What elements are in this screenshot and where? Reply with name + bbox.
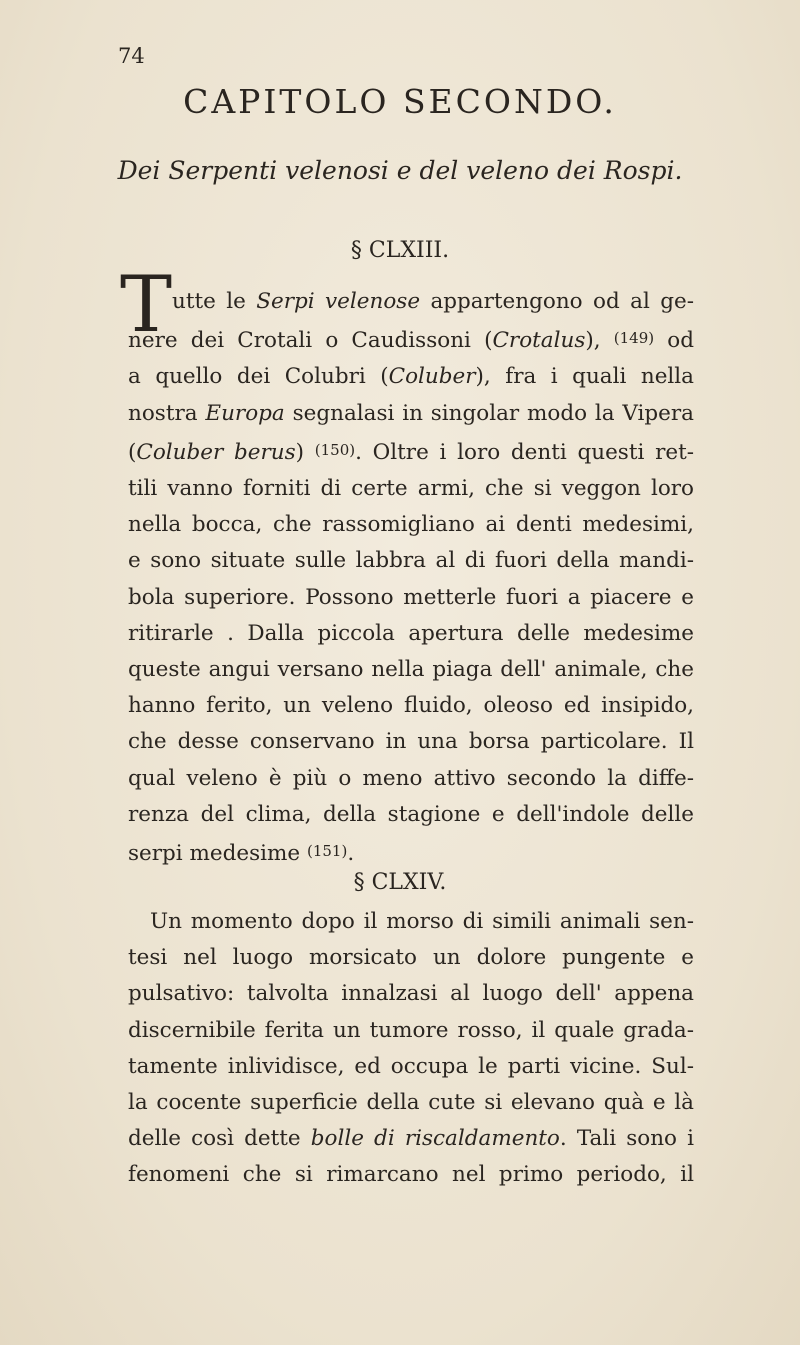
footnote-ref: (149) [613, 329, 655, 348]
footnote-ref: (150) [314, 440, 356, 459]
text-line: nella bocca, che rassomigliano ai denti medesimi, [128, 512, 694, 538]
text-line: che desse conservano in una borsa particolare. Il [128, 729, 694, 755]
text-line: hanno ferito, un veleno fluido, oleoso ed insipido, [128, 693, 694, 719]
text-line: bola superiore. Possono metterle fuori a piacere e [128, 584, 694, 610]
text-line: fenomeni che si rimarcano nel primo periodo, il [128, 1162, 694, 1188]
text-line: nostra Europa segnalasi in singolar modo la Vipera [128, 400, 694, 426]
text-line: (Coluber berus) (150). Oltre i loro denti questi ret- [128, 439, 694, 465]
text-line: serpi medesime (151). [128, 841, 355, 867]
text-line: e sono situate sulle labbra al di fuori della mandi- [128, 548, 694, 574]
text-line: Un momento dopo il morso di simili animali sen- [150, 909, 694, 934]
text-line: ritirarle . Dalla piccola apertura delle medesime [128, 620, 694, 646]
text-line: discernibile ferita un tumore rosso, il quale grada- [128, 1017, 694, 1043]
chapter-subtitle: Dei Serpenti velenosi e del veleno dei Rospi. [117, 156, 683, 185]
paragraph-1 [128, 284, 694, 872]
section-heading-clxiv: § CLXIV. [353, 870, 447, 895]
text-line: tamente inlividisce, ed occupa le parti vicine. Sul- [128, 1053, 694, 1079]
text-line: qual veleno è più o meno attivo secondo la diffe- [128, 765, 694, 791]
text-line: nere dei Crotali o Caudissoni (Crotalus), (149) od [128, 328, 694, 354]
chapter-title: CAPITOLO SECONDO. [183, 82, 617, 121]
section-heading-clxiii: § CLXIII. [350, 238, 450, 263]
page-number: 74 [118, 44, 145, 68]
text-line: la cocente superficie della cute si elevano quà e là [128, 1090, 694, 1116]
text-line: pulsativo: talvolta innalzasi al luogo dell' appena [128, 981, 694, 1007]
text-line: a quello dei Colubri (Coluber), fra i quali nella [128, 364, 694, 390]
text-line: queste angui versano nella piaga dell' animale, che [128, 657, 694, 683]
text-line: utte le Serpi velenose appartengono od al ge- [172, 289, 694, 314]
paragraph-2 [128, 904, 694, 1194]
text-line: delle così dette bolle di riscaldamento. Tali sono i [128, 1126, 694, 1152]
drop-cap: T [120, 260, 173, 350]
text-line: tesi nel luogo morsicato un dolore pungente e [128, 945, 694, 971]
text-line: renza del clima, della stagione e dell'indole delle [128, 801, 694, 827]
text-line: tili vanno forniti di certe armi, che si veggon loro [128, 476, 694, 502]
footnote-ref: (151) [306, 842, 348, 861]
